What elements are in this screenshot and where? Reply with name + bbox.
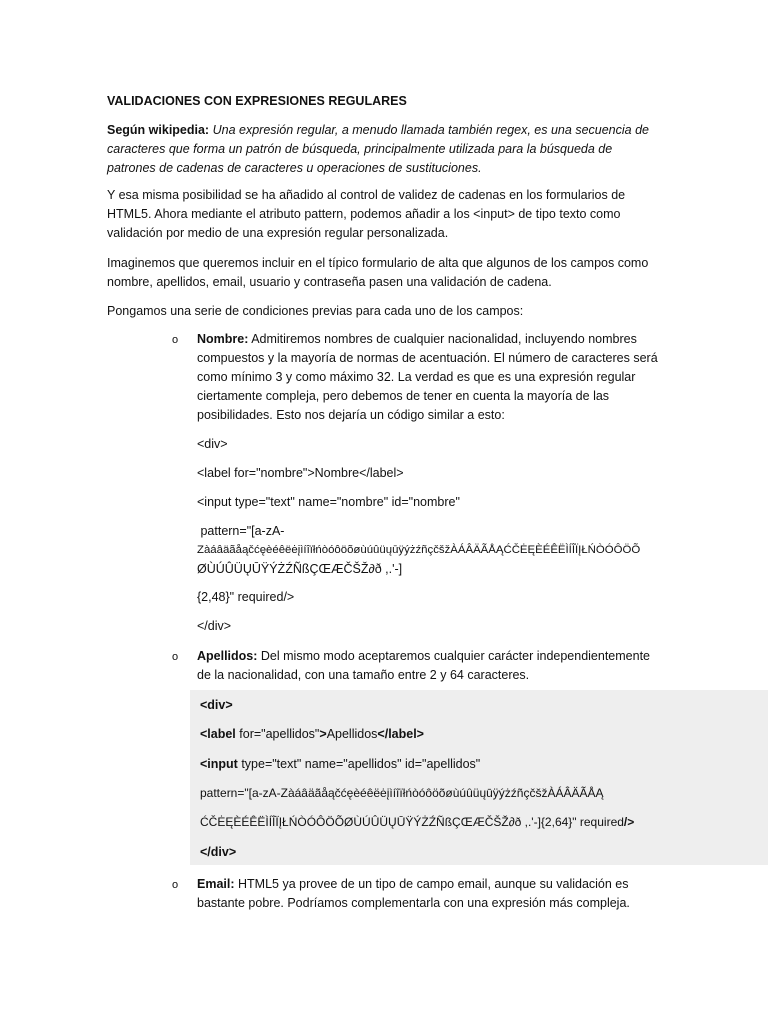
code-token: />	[623, 815, 635, 829]
item-text: Del mismo modo aceptaremos cualquier carácter independientemente de la nacionalidad, con una tamaño entre 2 y 64 caracteres.	[197, 649, 650, 682]
code-line	[200, 813, 760, 832]
html5-paragraph: Y esa misma posibilidad se ha añadido al control de validez de cadenas en los formularios de HTML5. Ahora mediante el atributo pattern, podemos añadir a los <input> de tipo texto como validación por medio de una expresión regular personalizada.	[107, 188, 626, 240]
code-line: </div>	[200, 845, 237, 859]
code-block	[190, 690, 768, 865]
code-line: ZàáâäãåąčćęèéêëėįìíîïłńòóôöõøùúûüųūÿýżźñçčšžÀÁÂÄÃÅĄĆČĖĘÈÉÊËÌÍÎÏĮŁŃÒÓÔÖÕ	[197, 544, 641, 556]
bullet-marker: o	[172, 879, 179, 891]
code-line: pattern="[a-zA-ZàáâäãåąčćęèéêëėįìíîïłńòóôöõøùúûüųūÿýżźñçčšžÀÁÂÄÃÅĄ	[200, 786, 604, 800]
code-token: <input	[200, 757, 238, 771]
list-item-nombre	[197, 330, 659, 425]
item-label: Nombre:	[197, 332, 249, 346]
item-label: Email:	[197, 877, 235, 891]
document-title: VALIDACIONES CON EXPRESIONES REGULARES	[107, 94, 407, 108]
conditions-paragraph: Pongamos una serie de condiciones previas para cada uno de los campos:	[107, 304, 524, 318]
code-line: <label for="nombre">Nombre</label>	[197, 466, 404, 480]
intro-paragraph	[107, 121, 652, 178]
item-text: HTML5 ya provee de un tipo de campo email, aunque su validación es bastante pobre. Podríamos complementarla con una expresión más compleja.	[197, 877, 630, 910]
code-token: <label	[200, 727, 236, 741]
form-paragraph: Imaginemos que queremos incluir en el típico formulario de alta que algunos de los campos como nombre, apellidos, email, usuario y contraseña pasen una validación de cadena.	[107, 256, 649, 289]
code-line	[200, 755, 760, 774]
code-line: </div>	[197, 619, 232, 633]
code-token: Apellidos	[326, 727, 378, 741]
code-token: type="text" name="apellidos" id="apellidos"	[237, 757, 481, 771]
item-text: Admitiremos nombres de cualquier nacionalidad, incluyendo nombres compuestos y la mayoría de normas de acentuación. El número de caracteres será como mínimo 3 y como máximo 32. La verdad es que es una expresión regular ciertamente compleja, pero debemos de tener en cuenta la mayoría de las posibilidades. Esto nos dejaría un código similar a esto:	[197, 332, 658, 422]
code-line: {2,48}" required/>	[197, 590, 295, 604]
bullet-marker: o	[172, 651, 179, 663]
list-item-email	[197, 875, 659, 913]
code-line	[200, 725, 760, 744]
bullet-marker: o	[172, 334, 179, 346]
code-token: >	[319, 727, 327, 741]
intro-quote: Una expresión regular, a menudo llamada también regex, es una secuencia de caracteres que forma un patrón de búsqueda, principalmente utilizada para la búsqueda de patrones de cadenas de caracteres u operaciones de sustituciones.	[107, 123, 649, 175]
code-line: ØÙÚÛÜŲŪŸÝŻŹÑßÇŒÆČŠŽ∂ð ,.'-]	[197, 562, 403, 576]
code-token: for="apellidos"	[235, 727, 320, 741]
code-line: <div>	[197, 437, 228, 451]
code-line: pattern="[a-zA-	[197, 524, 285, 538]
code-line: <input type="text" name="nombre" id="nombre"	[197, 495, 460, 509]
item-label: Apellidos:	[197, 649, 258, 663]
code-line: <div>	[200, 698, 233, 712]
list-item-apellidos	[197, 647, 659, 685]
code-token: </label>	[377, 727, 424, 741]
intro-label: Según wikipedia:	[107, 123, 210, 137]
code-token: ĆČĖĘÈÉÊËÌÍÎÏĮŁŃÒÓÔÖÕØÙÚÛÜŲŪŸÝŻŹÑßÇŒÆČŠŽ∂ð ,.'-]{2,64}" required	[200, 815, 624, 829]
